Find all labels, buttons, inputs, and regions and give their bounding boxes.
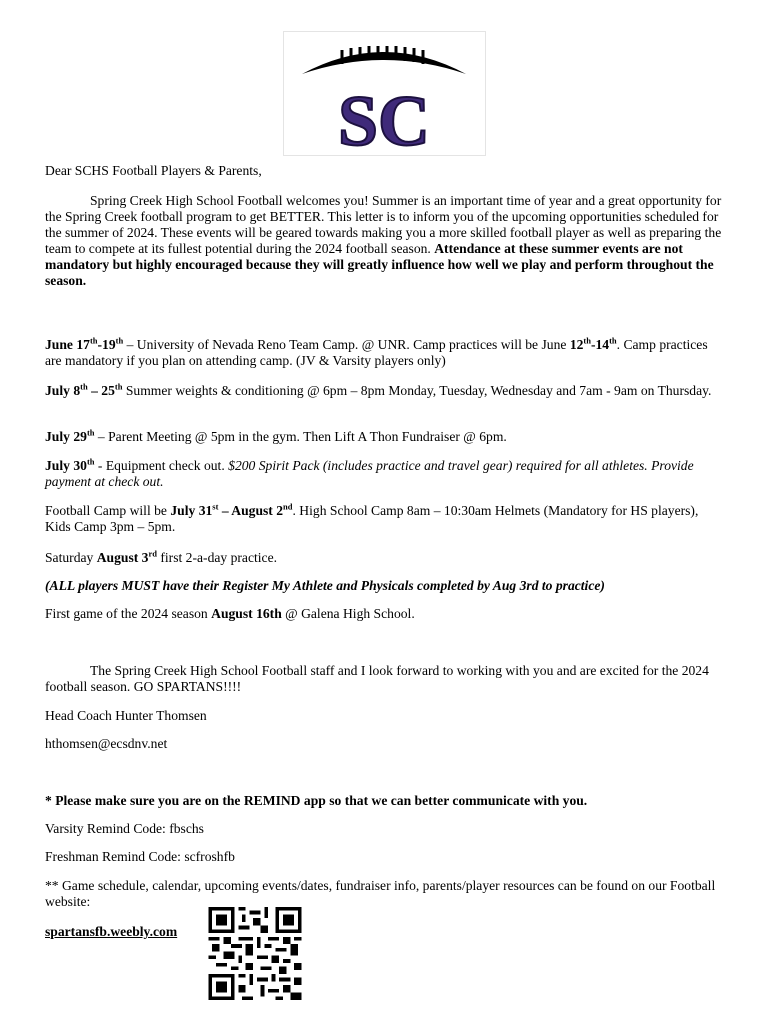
event-first-game: First game of the 2024 season August 16th @ Galena High School. [45,606,415,621]
website-link[interactable]: spartansfb.weebly.com [45,924,178,939]
event-unr-camp: June 17th-19th – University of Nevada Reno Team Camp. @ UNR. Camp practices will be June 12th-14th. Camp practices are mandatory if you plan on attending camp. (JV & Varsity players only) [45,335,708,368]
signature: Head Coach Hunter Thomsen [45,708,207,723]
qr-code-icon [206,907,304,1000]
football-laces-icon [284,32,485,155]
freshman-remind-code: Freshman Remind Code: scfroshfb [45,849,235,864]
varsity-remind-code: Varsity Remind Code: fbschs [45,821,204,836]
intro-paragraph: Spring Creek High School Football welcomes you! Summer is an important time of year and a great opportunity for the Spring Creek football program to get BETTER. This letter is to inform you of the upcoming opportunities scheduled for the summer of 2024. These events will be geared towards making you a more skilled football player as well as preparing the team to compete at its fullest potential during the 2024 football season. Attendance at these summer events are not mandatory but highly encouraged because they will greatly influence how well we play and perform throughout the season. [45,193,722,288]
logo-letters: SC [337,81,431,155]
event-first-practice: Saturday August 3rd first 2-a-day practice. [45,548,277,565]
school-logo [283,31,486,156]
coach-email: hthomsen@ecsdnv.net [45,736,168,751]
remind-note: * Please make sure you are on the REMIND app so that we can better communicate with you. [45,793,588,808]
greeting: Dear SCHS Football Players & Parents, [45,163,262,178]
event-equipment: July 30th - Equipment check out. $200 Spirit Pack (includes practice and travel gear) required for all athletes. Provide payment at check out. [45,456,694,489]
closing-paragraph: The Spring Creek High School Football staff and I look forward to working with you and are excited for the 2024 football season. GO SPARTANS!!!! [45,663,709,694]
event-football-camp: Football Camp will be July 31st – August 2nd. High School Camp 8am – 10:30am Helmets (Mandatory for HS players), Kids Camp 3pm – 5pm. [45,501,699,534]
event-weights: July 8th – 25th Summer weights & conditioning @ 6pm – 8pm Monday, Tuesday, Wednesday and 7am - 9am on Thursday. [45,381,712,398]
registration-warning: (ALL players MUST have their Register My Athlete and Physicals completed by Aug 3rd to practice) [45,578,605,593]
event-parent-meeting: July 29th – Parent Meeting @ 5pm in the gym. Then Lift A Thon Fundraiser @ 6pm. [45,427,507,444]
website-note: ** Game schedule, calendar, upcoming events/dates, fundraiser info, parents/player resources can be found on our Football website: [45,878,716,909]
